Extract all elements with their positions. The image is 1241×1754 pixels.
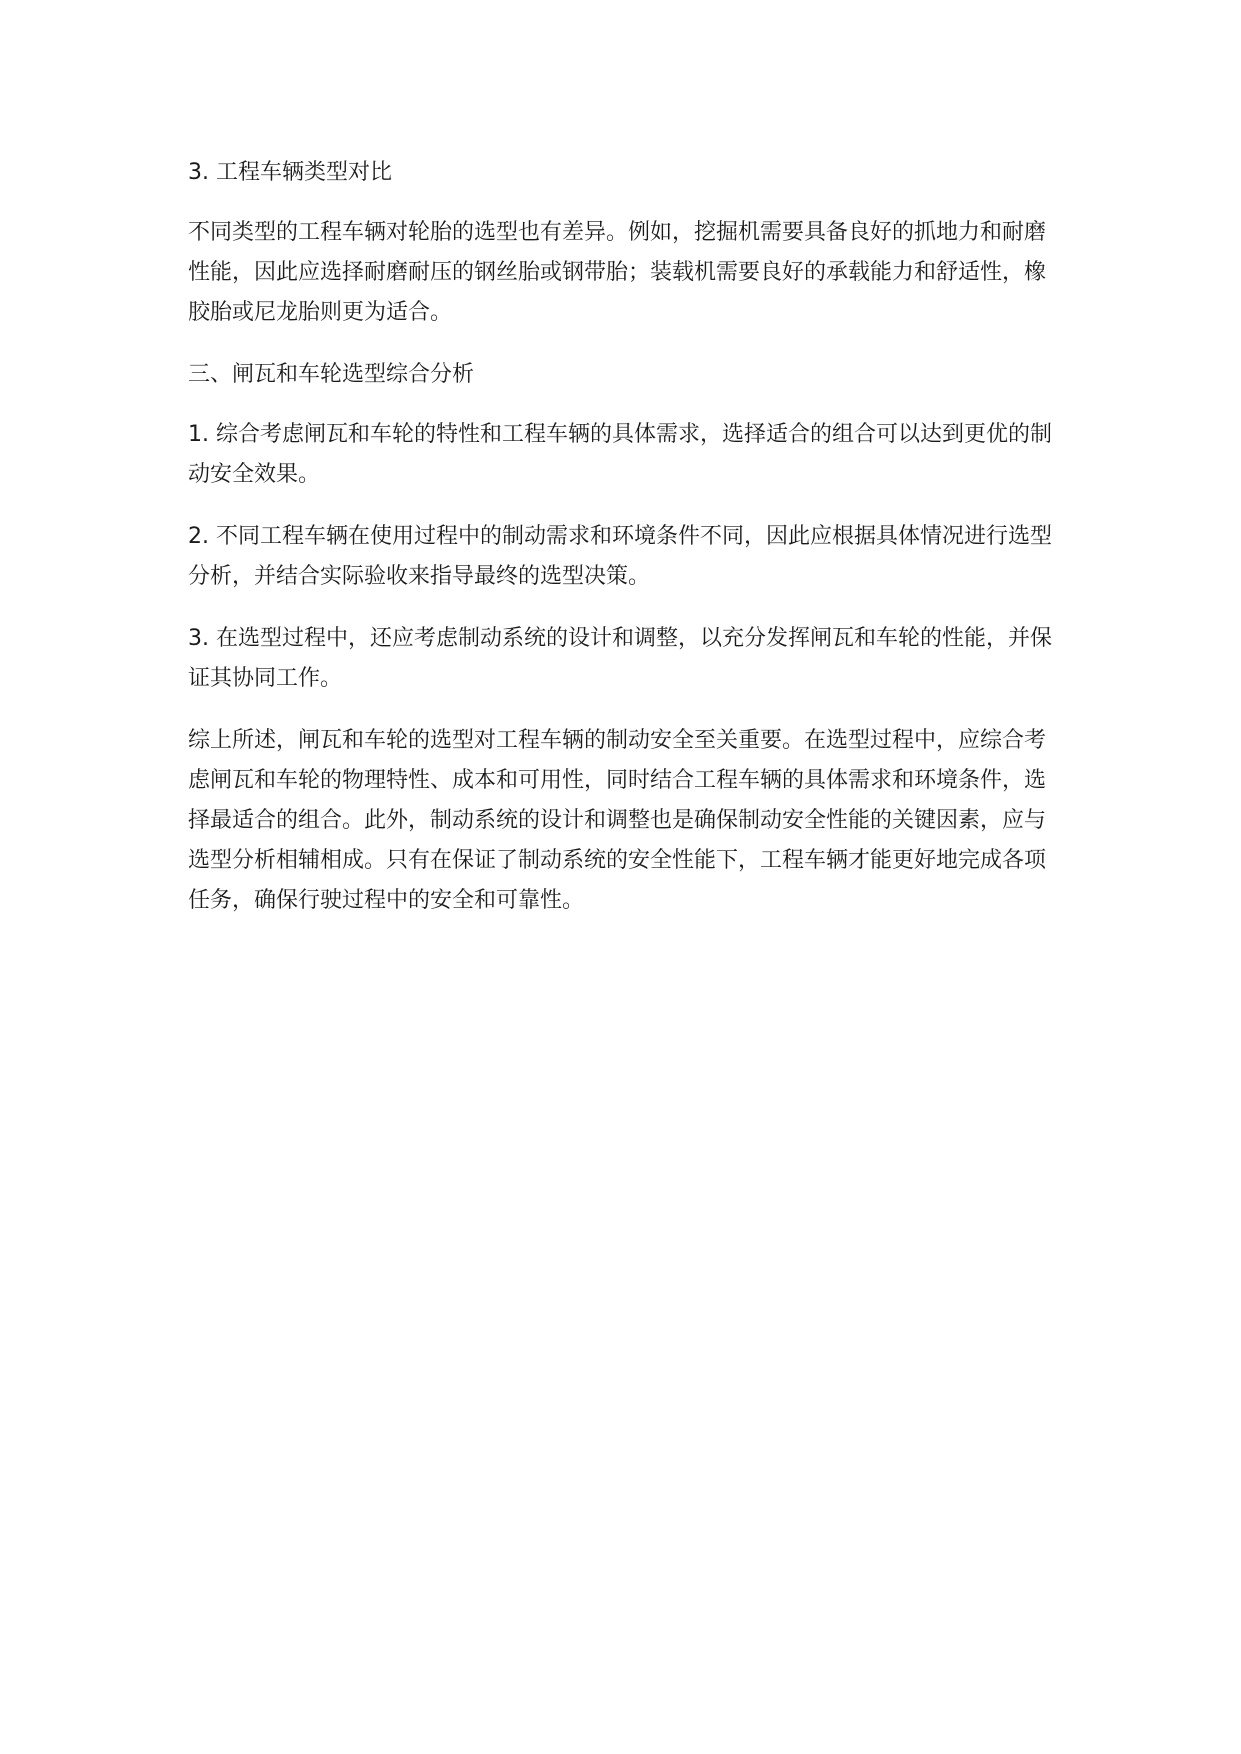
paragraph-point-1: 1. 综合考虑闸瓦和车轮的特性和工程车辆的具体需求，选择适合的组合可以达到更优的制动安全效果。 <box>188 422 1052 487</box>
paragraph-point-3: 3. 在选型过程中，还应考虑制动系统的设计和调整，以充分发挥闸瓦和车轮的性能，并保证其协同工作。 <box>188 626 1052 691</box>
section-heading-comprehensive-analysis: 三、闸瓦和车轮选型综合分析 <box>188 362 475 387</box>
paragraph-point-2: 2. 不同工程车辆在使用过程中的制动需求和环境条件不同，因此应根据具体情况进行选型分析，并结合实际验收来指导最终的选型决策。 <box>188 524 1052 589</box>
section-heading-vehicle-types: 3. 工程车辆类型对比 <box>188 160 392 185</box>
paragraph-conclusion: 综上所述，闸瓦和车轮的选型对工程车辆的制动安全至关重要。在选型过程中，应综合考虑闸瓦和车轮的物理特性、成本和可用性，同时结合工程车辆的具体需求和环境条件，选择最适合的组合。此外，制动系统的设计和调整也是确保制动安全性能的关键因素，应与选型分析相辅相成。只有在保证了制动系统的安全性能下，工程车辆才能更好地完成各项任务，确保行驶过程中的安全和可靠性。 <box>188 728 1047 913</box>
document-body <box>188 153 1058 943</box>
paragraph-vehicle-types: 不同类型的工程车辆对轮胎的选型也有差异。例如，挖掘机需要具备良好的抓地力和耐磨性能，因此应选择耐磨耐压的钢丝胎或钢带胎；装载机需要良好的承载能力和舒适性，橡胶胎或尼龙胎则更为适合。 <box>188 220 1047 325</box>
